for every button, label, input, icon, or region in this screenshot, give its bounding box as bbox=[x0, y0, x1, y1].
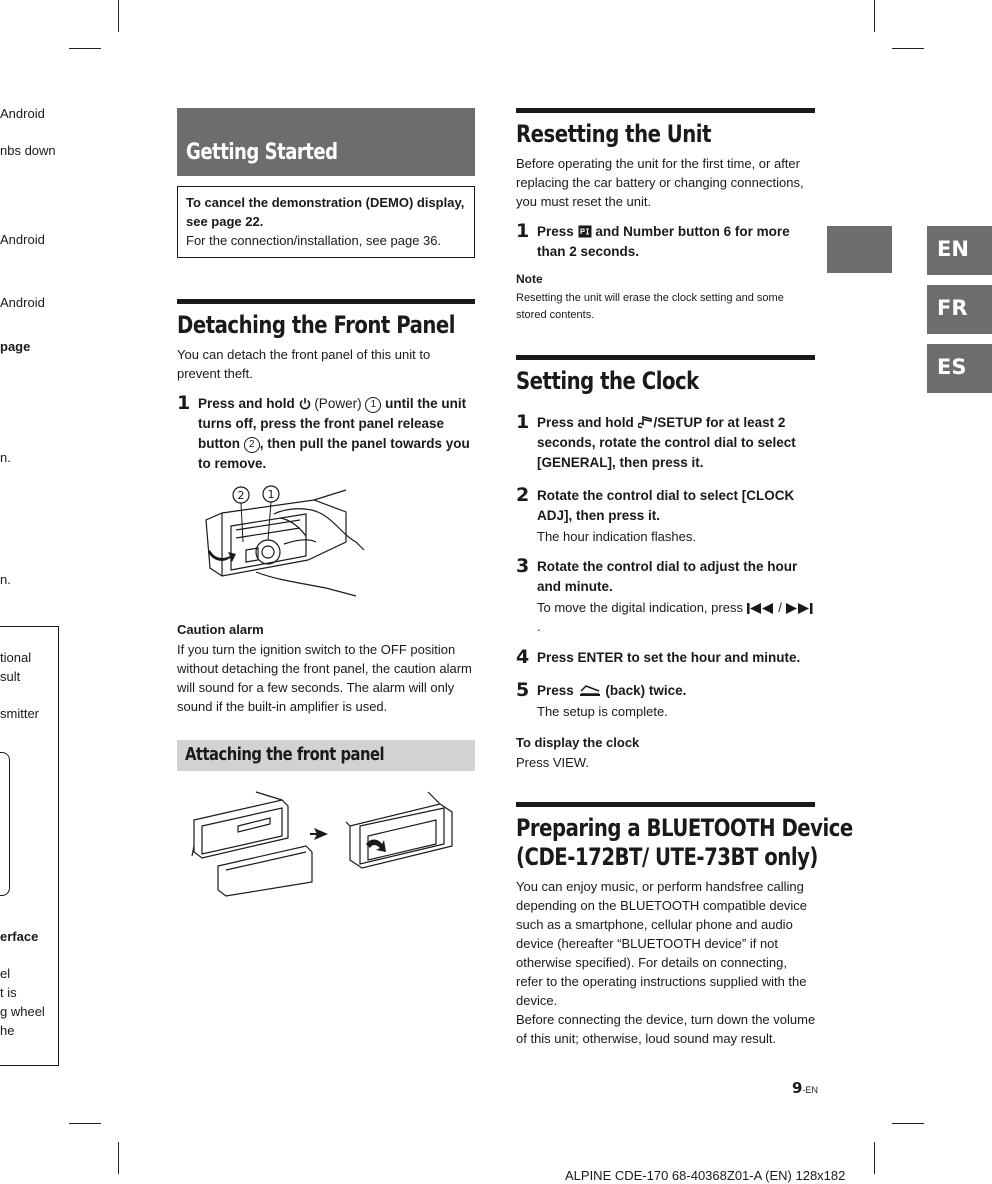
crop-mark bbox=[874, 0, 875, 32]
bluetooth-text bbox=[516, 877, 816, 1048]
callout-1-icon: 1 bbox=[365, 397, 381, 413]
crop-mark bbox=[892, 48, 924, 49]
resetting-step-1 bbox=[537, 222, 819, 262]
margin-fragment: sult bbox=[0, 669, 21, 684]
clock-step-3 bbox=[537, 557, 817, 636]
caution-text: If you turn the ignition switch to the OFF position without detaching the front panel, the caution alarm will sound for a few seconds. The alarm will only sound if the built-in amplifier is used. bbox=[177, 642, 472, 714]
demo-info-box bbox=[177, 186, 475, 258]
detach-panel-illustration bbox=[196, 480, 374, 602]
subhead-title: Attaching the front panel bbox=[185, 744, 385, 765]
getting-started-banner bbox=[177, 108, 475, 176]
margin-fragment: page bbox=[0, 339, 31, 354]
step-text: Press ENTER to set the hour and minute. bbox=[537, 650, 801, 665]
step-subtext: The hour indication flashes. bbox=[537, 529, 696, 544]
page-number-suffix: -EN bbox=[802, 1085, 818, 1095]
step-text: until the unit turns off, press the front panel release button bbox=[198, 396, 467, 451]
display-clock-text: Press VIEW. bbox=[516, 755, 589, 770]
crop-mark bbox=[892, 1123, 924, 1124]
margin-fragment: tional bbox=[0, 650, 32, 665]
step-number: 3 bbox=[516, 555, 530, 577]
crop-mark bbox=[69, 1123, 101, 1124]
section-title: Getting Started bbox=[186, 140, 338, 165]
step-number: 4 bbox=[516, 646, 530, 668]
reset-button-icon bbox=[578, 225, 592, 238]
note-title: Note bbox=[516, 272, 543, 286]
footer-text: ALPINE CDE-170 68-40368Z01-A (EN) 128x182 bbox=[565, 1168, 846, 1183]
display-clock-title: To display the clock bbox=[516, 735, 640, 750]
section-rule bbox=[177, 299, 475, 304]
clock-step-2 bbox=[537, 486, 815, 546]
step-text: Press bbox=[537, 224, 574, 239]
step-text: Press bbox=[537, 683, 574, 698]
music-note-icon bbox=[638, 415, 654, 429]
step-text: Press and hold bbox=[537, 415, 634, 430]
section-rule bbox=[516, 355, 815, 360]
step-text: and Number button 6 for more than 2 seconds. bbox=[537, 224, 790, 259]
step-text: /SETUP for at least 2 seconds, rotate the control dial to select [GENERAL], then press it. bbox=[537, 415, 796, 470]
resetting-intro: Before operating the unit for the first time, or after replacing the car battery or changing connections, you must reset the unit. bbox=[516, 156, 804, 209]
crop-mark bbox=[69, 48, 101, 49]
step-number: 1 bbox=[516, 220, 530, 242]
page-number-value: 9 bbox=[792, 1079, 803, 1097]
step-number: 1 bbox=[516, 411, 530, 433]
tab-label: FR bbox=[937, 296, 968, 320]
tab-label: EN bbox=[937, 237, 969, 261]
margin-fragment: n. bbox=[0, 572, 11, 587]
previous-track-icon bbox=[747, 603, 775, 614]
language-tab-es[interactable] bbox=[927, 344, 992, 393]
section-title: Resetting the Unit bbox=[516, 120, 711, 148]
note-text: Resetting the unit will erase the clock setting and some stored contents. bbox=[516, 292, 784, 321]
step-text: Press and hold bbox=[198, 396, 295, 411]
crop-mark bbox=[118, 0, 119, 32]
attach-subhead bbox=[177, 740, 475, 771]
demo-info-bold: To cancel the demonstration (DEMO) display, see page 22. bbox=[186, 195, 465, 229]
clock-step-5 bbox=[537, 681, 817, 721]
margin-fragment: n. bbox=[0, 450, 11, 465]
attach-panel-illustration bbox=[190, 786, 470, 902]
step-subtext: To move the digital indication, press / . bbox=[537, 598, 817, 636]
step-text: (Power) bbox=[314, 396, 362, 411]
tab-label: ES bbox=[937, 355, 967, 379]
margin-fragment: Android bbox=[0, 232, 45, 247]
section-rule bbox=[516, 802, 815, 807]
crop-mark bbox=[118, 1142, 119, 1174]
bluetooth-paragraph: Before connecting the device, turn down the volume of this unit; otherwise, loud sound may result. bbox=[516, 1012, 816, 1046]
section-title-line: Preparing a BLUETOOTH Device bbox=[516, 814, 853, 842]
language-tab-fr[interactable] bbox=[927, 285, 992, 334]
margin-fragment: he bbox=[0, 1023, 15, 1038]
margin-device-outline bbox=[0, 752, 10, 896]
attach-direction-arrow bbox=[366, 840, 386, 853]
caution-title: Caution alarm bbox=[177, 622, 264, 637]
margin-fragment: t is bbox=[0, 985, 17, 1000]
section-title: Setting the Clock bbox=[516, 367, 699, 395]
margin-fragment: g wheel bbox=[0, 1004, 45, 1019]
detaching-intro: You can detach the front panel of this unit to prevent theft. bbox=[177, 347, 431, 381]
back-icon bbox=[578, 683, 602, 697]
callout-1-label: 1 bbox=[267, 488, 275, 501]
step-number: 1 bbox=[177, 392, 191, 414]
margin-fragment: Android bbox=[0, 295, 45, 310]
crop-mark bbox=[874, 1142, 875, 1174]
power-icon bbox=[299, 397, 311, 410]
step-text: Rotate the control dial to adjust the hour and minute. bbox=[537, 559, 798, 594]
clock-step-1 bbox=[537, 413, 817, 473]
current-tab-marker bbox=[827, 226, 892, 273]
callout-2-label: 2 bbox=[237, 489, 245, 502]
section-title: Detaching the Front Panel bbox=[177, 311, 456, 339]
margin-fragment: Android bbox=[0, 106, 45, 121]
clock-step-4 bbox=[537, 648, 817, 668]
section-rule bbox=[516, 108, 815, 113]
margin-fragment: nbs down bbox=[0, 143, 56, 158]
step-text: (back) twice. bbox=[605, 683, 687, 698]
next-track-icon bbox=[785, 603, 813, 614]
step-number: 2 bbox=[516, 484, 530, 506]
section-title bbox=[516, 814, 853, 872]
step-subtext: The setup is complete. bbox=[537, 704, 668, 719]
callout-2-icon: 2 bbox=[244, 437, 260, 453]
bluetooth-paragraph: You can enjoy music, or perform handsfree calling depending on the BLUETOOTH compatible device such as a smartphone, cellular phone and audio device (hereafter “BLUETOOTH device” if not otherwise specified). For details on connecting, refer to the operating instructions supplied with the device. bbox=[516, 879, 807, 1008]
margin-fragment: smitter bbox=[0, 706, 39, 721]
step-text: , then pull the panel towards you to remove. bbox=[198, 436, 470, 471]
demo-info-text: For the connection/installation, see page 36. bbox=[186, 233, 442, 248]
detaching-step-1 bbox=[198, 394, 480, 474]
section-title-line: (CDE-172BT/ UTE-73BT only) bbox=[516, 843, 818, 871]
language-tab-en[interactable] bbox=[927, 226, 992, 275]
step-text: Rotate the control dial to select [CLOCK ADJ], then press it. bbox=[537, 488, 795, 523]
margin-fragment: el bbox=[0, 966, 11, 981]
page-number bbox=[792, 1079, 818, 1098]
step-number: 5 bbox=[516, 679, 530, 701]
margin-fragment: erface bbox=[0, 929, 39, 944]
step-subtext-label: To move the digital indication, press bbox=[537, 600, 743, 615]
